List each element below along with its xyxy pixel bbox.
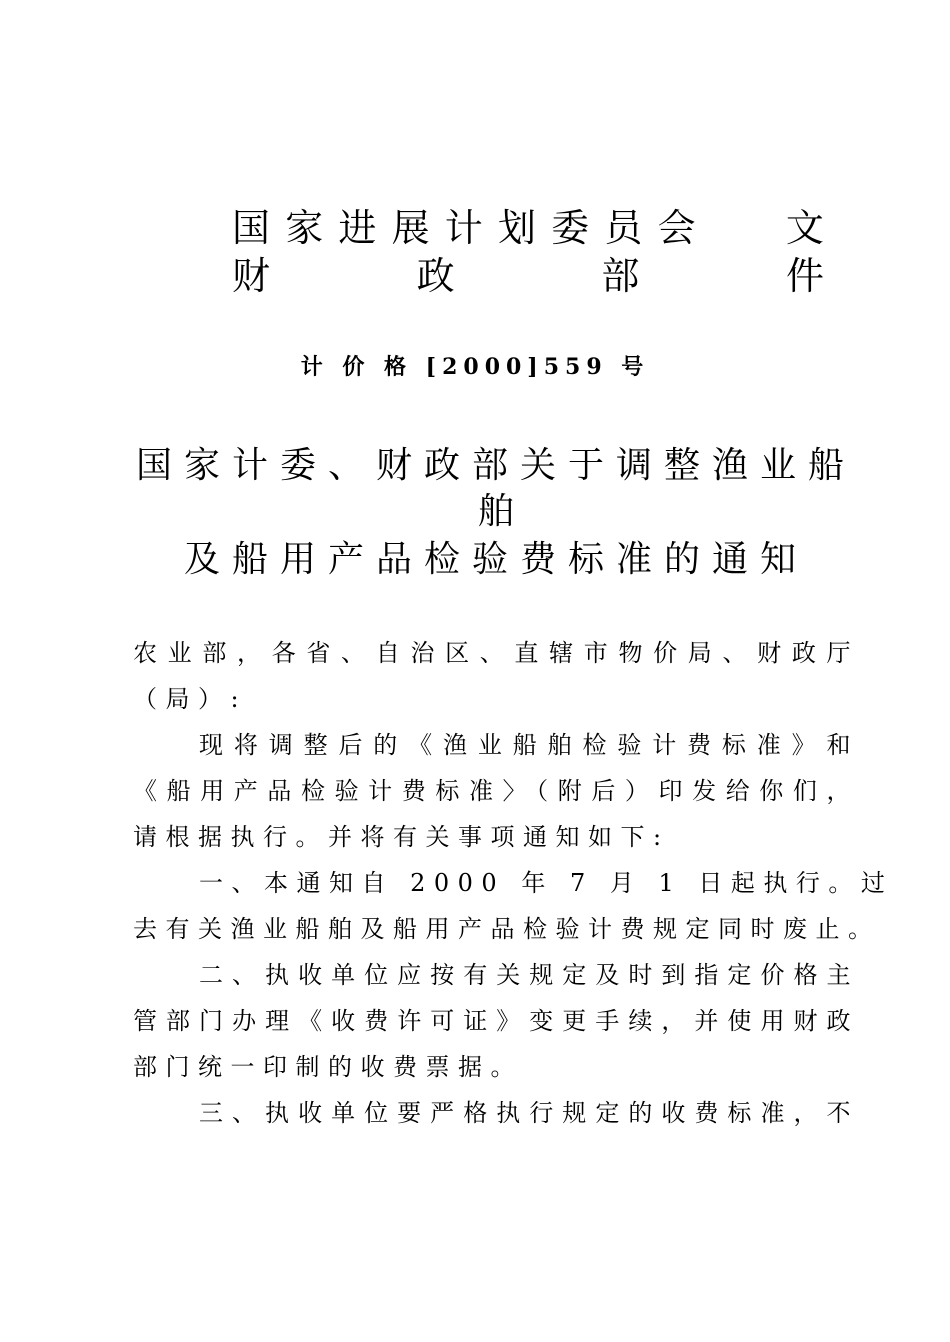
paragraph-line: 请根据执行。并将有关事项通知如下: <box>133 823 670 851</box>
letterhead-char: 展 <box>391 206 430 250</box>
letterhead-char: 家 <box>285 206 324 250</box>
letterhead-char: 件 <box>785 254 824 298</box>
letterhead-suffix: 文 <box>785 206 824 250</box>
letterhead-char: 计 <box>444 206 483 250</box>
document-title-line-1: 国家计委、财政部关于调整渔业船 <box>135 445 856 486</box>
item-line: 部门统一印制的收费票据。 <box>133 1053 523 1081</box>
letterhead-char: 会 <box>657 206 696 250</box>
document-number: 计 价 格 [2000]559 号 <box>300 354 650 380</box>
body-text <box>133 630 894 1136</box>
addressee-line: 农业部，各省、自治区、直辖市物价局、财政厅 <box>133 639 859 667</box>
document-title-line-3: 及船用产品检验费标准的通知 <box>183 539 808 580</box>
letterhead-char: 进 <box>338 206 377 250</box>
letterhead-gap <box>711 206 771 250</box>
letterhead-char: 委 <box>551 206 590 250</box>
item-line: 二、执收单位应按有关规定及时到指定价格主 <box>199 961 859 989</box>
paragraph-line: 《船用产品检验计费标准〉（附后）印发给你们， <box>133 777 859 805</box>
letterhead-char: 国 <box>232 206 271 250</box>
letterhead-row-1 <box>232 206 824 250</box>
letterhead-char: 财 <box>232 254 271 298</box>
letterhead-char: 划 <box>497 206 536 250</box>
addressee-line: （局）: <box>133 685 248 713</box>
letterhead-char: 部 <box>601 254 640 298</box>
letterhead-row-2 <box>232 254 824 298</box>
item-line: 去有关渔业船舶及船用产品检验计费规定同时废止。 <box>133 915 881 943</box>
letterhead-char: 员 <box>604 206 643 250</box>
item-line: 三、执收单位要严格执行规定的收费标准，不 <box>199 1099 859 1127</box>
letterhead-char: 政 <box>416 254 455 298</box>
item-line: 管部门办理《收费许可证》变更手续，并使用财政 <box>133 1007 859 1035</box>
document-title-line-2: 舶 <box>477 491 514 532</box>
item-line: 一、本通知自 2000 年 7 月 1 日起执行。过 <box>199 869 894 897</box>
paragraph-line: 现将调整后的《渔业船舶检验计费标准》和 <box>199 731 859 759</box>
